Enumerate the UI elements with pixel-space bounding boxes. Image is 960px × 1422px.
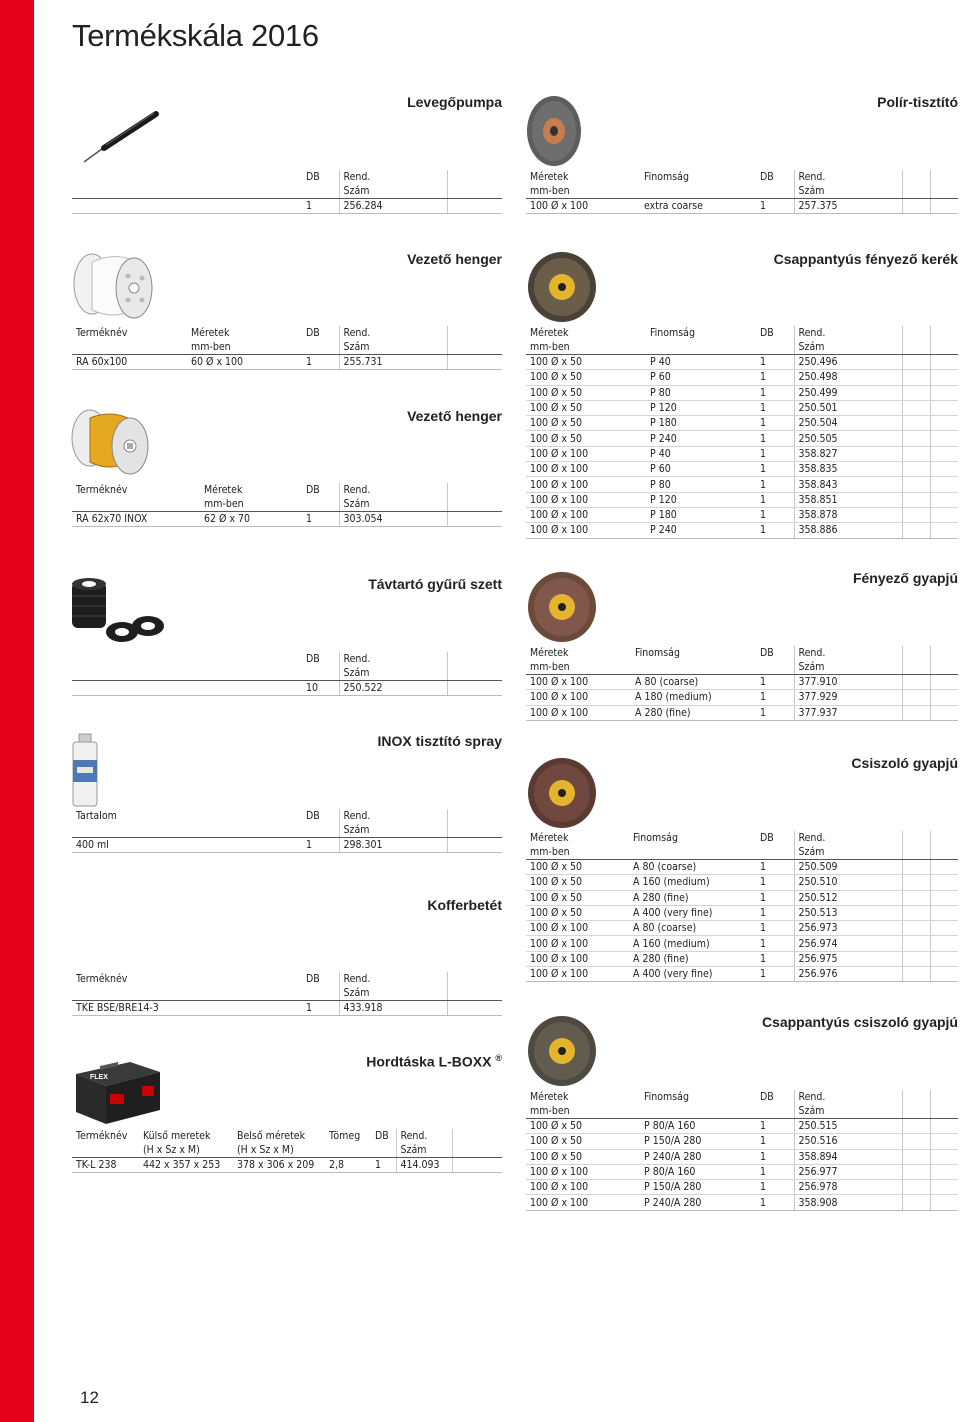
table-fenyezo-gyapju: Méretek mm-ben Finomság DB Rend. Szám 100 Ø x 100 A 80 (coarse) 1 377.910 100 Ø x 100 A 180 (medium) 1 377.929 100 Ø x 100 A 280 (fine) 1 377.937 [526, 646, 958, 721]
table-row: 100 Ø x 100 P 80/A 160 1 256.977 [526, 1164, 958, 1179]
table-row: 100 Ø x 100 P 60 1 358.835 [526, 462, 958, 477]
section-title-hordtaska: Hordtáska L-BOXX ® [366, 1053, 502, 1070]
table-row: 100 Ø x 50 P 120 1 250.501 [526, 400, 958, 415]
col-db: DB [302, 170, 339, 199]
l-boxx-case-image [70, 1052, 164, 1128]
table-row: 100 Ø x 100 extra coarse 1 257.375 [526, 199, 958, 214]
flap-polishing-wheel-image [526, 250, 598, 324]
flap-abrasive-fleece-wheel-image [526, 1014, 598, 1088]
section-title-csappantyus-fenyezo: Csappantyús fényező kerék [773, 251, 958, 267]
guide-roller-white-image [70, 248, 158, 326]
section-title-inox: INOX tisztító spray [377, 733, 502, 749]
table-row: 100 Ø x 50 P 240/A 280 1 358.894 [526, 1149, 958, 1164]
section-title-tavtarto: Távtartó gyűrű szett [368, 576, 502, 592]
table-csappantyus-fenyezo: Méretek mm-ben Finomság DB Rend. Szám 100 Ø x 50 P 40 1 250.496 100 Ø x 50 P 60 1 250.498 100 Ø x 50 P 80 1 250.499 100 Ø x 50 P 120 1 250.501 100 Ø x 50 P 180 1 250.504 100 Ø x 50 P 240 1 250.505 100 Ø x 100 P 40 1 358.827 100 Ø x 100 P 60 1 358.835 100 Ø x 100 P 80 1 358.843 100 Ø x 100 P 120 1 358.851 100 Ø x 100 P 180 1 358.878 100 Ø x 100 P 240 1 358.886 [526, 326, 958, 539]
table-vezeto-henger-2: Terméknév Méretek mm-ben DB Rend. Szám RA 62x70 INOX 62 Ø x 70 1 303.054 [72, 483, 502, 527]
col-rend: Rend. [343, 171, 371, 183]
section-title-vezeto-henger-2: Vezető henger [407, 408, 502, 424]
table-row: 100 Ø x 100 A 80 (coarse) 1 256.973 [526, 921, 958, 936]
table-tavtarto: DB Rend. Szám 10 250.522 [72, 652, 502, 696]
table-row: 100 Ø x 50 P 40 1 250.496 [526, 355, 958, 370]
table-row: 100 Ø x 100 A 80 (coarse) 1 377.910 [526, 675, 958, 690]
col-szam: Szám [343, 185, 370, 197]
table-row: 100 Ø x 50 P 150/A 280 1 250.516 [526, 1134, 958, 1149]
section-title-csappantyus-csiszolo: Csappantyús csiszoló gyapjú [761, 1014, 958, 1030]
table-row: 100 Ø x 100 A 280 (fine) 1 377.937 [526, 705, 958, 720]
table-csiszolo-gyapju: Méretek mm-ben Finomság DB Rend. Szám 100 Ø x 50 A 80 (coarse) 1 250.509 100 Ø x 50 A 160 (medium) 1 250.510 100 Ø x 50 A 280 (fine) 1 250.512 100 Ø x 50 A 400 (very fine) 1 250.513 100 Ø x 100 A 80 (coarse) 1 256.973 100 Ø x 100 A 160 (medium) 1 256.974 100 Ø x 100 A 280 (fine) 1 256.975 100 Ø x 100 A 400 (very fine) 1 256.976 [526, 831, 958, 982]
table-polir: Méretek mm-ben Finomság DB Rend. Szám 100 Ø x 100 extra coarse 1 257.375 [526, 170, 958, 214]
table-row: 100 Ø x 100 P 80 1 358.843 [526, 477, 958, 492]
table-row: 100 Ø x 100 A 280 (fine) 1 256.975 [526, 951, 958, 966]
inox-spray-can-image [70, 732, 100, 808]
page-number: 12 [80, 1388, 99, 1407]
table-kofferbetet: Terméknév DB Rend. Szám TKE BSE/BRE14-3 1 433.918 [72, 972, 502, 1016]
table-row: TKE BSE/BRE14-3 1 433.918 [72, 1001, 502, 1016]
table-row: 100 Ø x 100 A 180 (medium) 1 377.929 [526, 690, 958, 705]
air-pump-image [76, 108, 160, 168]
table-csappantyus-csiszolo: Méretek mm-ben Finomság DB Rend. Szám 100 Ø x 50 P 80/A 160 1 250.515 100 Ø x 50 P 150/A 280 1 250.516 100 Ø x 50 P 240/A 280 1 358.894 100 Ø x 100 P 80/A 160 1 256.977 100 Ø x 100 P 150/A 280 1 256.978 100 Ø x 100 P 240/A 280 1 358.908 [526, 1090, 958, 1211]
section-title-csiszolo-gyapju: Csiszoló gyapjú [851, 755, 958, 771]
table-row: 100 Ø x 50 P 240 1 250.505 [526, 431, 958, 446]
table-row: 1 256.284 [72, 199, 502, 214]
table-row: RA 62x70 INOX 62 Ø x 70 1 303.054 [72, 512, 502, 527]
section-title-vezeto-henger-1: Vezető henger [407, 251, 502, 267]
table-row: 100 Ø x 50 A 400 (very fine) 1 250.513 [526, 905, 958, 920]
table-row: 100 Ø x 100 P 240/A 280 1 358.908 [526, 1195, 958, 1210]
table-row: 100 Ø x 50 P 80 1 250.499 [526, 385, 958, 400]
table-row: 100 Ø x 100 P 150/A 280 1 256.978 [526, 1180, 958, 1195]
spacer-ring-set-image [70, 574, 166, 646]
table-row: RA 60x100 60 Ø x 100 1 255.731 [72, 355, 502, 370]
table-row: 100 Ø x 100 P 240 1 358.886 [526, 523, 958, 538]
table-row: 400 ml 1 298.301 [72, 838, 502, 853]
table-row: 100 Ø x 50 P 60 1 250.498 [526, 370, 958, 385]
section-title-polir: Polír-tisztító [877, 94, 958, 110]
table-vezeto-henger-1: Terméknév Méretek mm-ben DB Rend. Szám RA 60x100 60 Ø x 100 1 255.731 [72, 326, 502, 370]
table-row: 100 Ø x 50 A 80 (coarse) 1 250.509 [526, 860, 958, 875]
table-row: 100 Ø x 100 P 40 1 358.827 [526, 446, 958, 461]
table-row: 100 Ø x 50 P 180 1 250.504 [526, 416, 958, 431]
section-title-levegopumpa: Levegőpumpa [407, 94, 502, 110]
flex-logo: FLEX [90, 1074, 108, 1081]
table-hordtaska: Terméknév Külső meretek (H x Sz x M) Belső méretek (H x Sz x M) Tömeg DB Rend. Szám TK-L 238 442 x 357 x 253 378 x 306 x 209 2,8 1 414.093 [72, 1129, 502, 1173]
table-row: 100 Ø x 50 P 80/A 160 1 250.515 [526, 1119, 958, 1134]
table-row: 100 Ø x 100 A 160 (medium) 1 256.974 [526, 936, 958, 951]
table-row: 10 250.522 [72, 681, 502, 696]
guide-roller-yellow-image [70, 406, 150, 482]
table-row: 100 Ø x 100 P 180 1 358.878 [526, 507, 958, 522]
page-title: Termékskála 2016 [72, 18, 319, 53]
table-row: 100 Ø x 100 P 120 1 358.851 [526, 492, 958, 507]
table-row: 100 Ø x 100 A 400 (very fine) 1 256.976 [526, 967, 958, 982]
table-inox: Tartalom DB Rend. Szám 400 ml 1 298.301 [72, 809, 502, 853]
section-title-kofferbetet: Kofferbetét [427, 897, 502, 913]
abrasive-fleece-wheel-image [526, 756, 598, 830]
table-levegopumpa [72, 170, 502, 214]
polish-cleaner-wheel-image [526, 94, 582, 168]
red-side-bar [0, 0, 34, 1422]
polishing-fleece-wheel-image [526, 570, 598, 644]
table-row: TK-L 238 442 x 357 x 253 378 x 306 x 209 2,8 1 414.093 [72, 1158, 502, 1173]
section-title-fenyezo-gyapju: Fényező gyapjú [852, 570, 958, 586]
table-row: 100 Ø x 50 A 160 (medium) 1 250.510 [526, 875, 958, 890]
table-row: 100 Ø x 50 A 280 (fine) 1 250.512 [526, 890, 958, 905]
